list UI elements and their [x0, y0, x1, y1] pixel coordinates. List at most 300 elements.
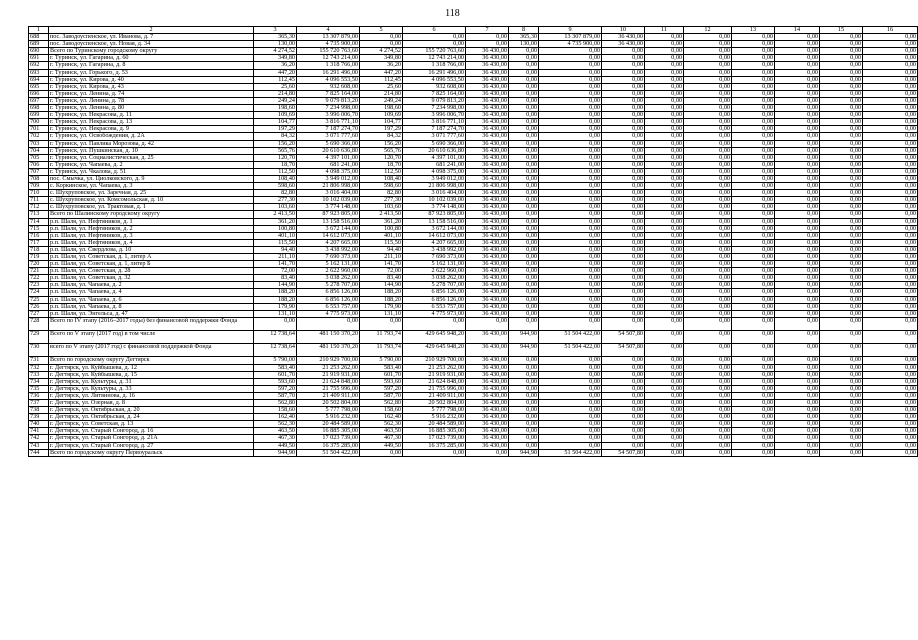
value-cell: 0,00	[645, 69, 684, 76]
value-cell: 0,00	[645, 378, 684, 385]
value-cell: 0,00	[645, 357, 684, 364]
value-cell: 0,00	[602, 261, 645, 268]
header-cell: 12	[684, 27, 732, 34]
value-cell: 0,00	[820, 357, 863, 364]
value-cell: 130,00	[254, 41, 297, 48]
value-cell: 0,00	[509, 442, 539, 449]
value-cell: 0,00	[539, 246, 602, 253]
value-cell: 0,00	[539, 310, 602, 317]
value-cell: 0,00	[684, 282, 732, 289]
value-cell: 0,00	[602, 83, 645, 90]
value-cell: 0,00	[509, 371, 539, 378]
value-cell: 0,00	[863, 112, 918, 119]
value-cell: 1 318 766,00	[297, 62, 360, 69]
value-cell: 0,00	[684, 310, 732, 317]
value-cell: 0,00	[509, 48, 539, 55]
value-cell: 21 806 998,00	[403, 183, 466, 190]
value-cell: 0,00	[732, 90, 775, 97]
address-cell: с. Коркинское, ул. Чапаева, д. 3	[49, 183, 254, 190]
value-cell: 0,00	[509, 126, 539, 133]
value-cell: 0,00	[509, 392, 539, 399]
table-row	[29, 449, 918, 456]
value-cell: 9 079 813,20	[297, 97, 360, 104]
value-cell: 0,00	[863, 428, 918, 435]
value-cell: 51 504 422,00	[297, 449, 360, 456]
value-cell: 0,00	[684, 175, 732, 182]
value-cell: 681 241,00	[297, 161, 360, 168]
value-cell: 593,60	[360, 378, 403, 385]
value-cell: 0,00	[775, 232, 820, 239]
address-cell: г. Дегтярск, ул. Куйбышева, д. 15	[49, 371, 254, 378]
value-cell: 4 775 973,00	[297, 310, 360, 317]
value-cell: 0,00	[732, 407, 775, 414]
table-row	[29, 197, 918, 204]
value-cell: 0,00	[775, 55, 820, 62]
value-cell: 0,00	[602, 317, 645, 330]
address-cell: всего по V этапу (2017 год) с финансовой поддержкой Фонда	[49, 344, 254, 357]
address-cell: г. Туринск, ул. Кирова, д. 40	[49, 76, 254, 83]
value-cell: 0,00	[820, 435, 863, 442]
value-cell: 249,24	[254, 97, 297, 104]
table-row	[29, 76, 918, 83]
value-cell: 0,00	[863, 34, 918, 41]
address-cell: г. Туринск, ул. Павлика Морозова, д. 42	[49, 140, 254, 147]
value-cell: 25,60	[360, 83, 403, 90]
value-cell: 4 207 665,00	[297, 239, 360, 246]
table-row	[29, 69, 918, 76]
value-cell: 0,00	[645, 303, 684, 310]
address-cell: р.п. Шаля, ул. Нефтяников, д. 3	[49, 232, 254, 239]
value-cell: 0,00	[645, 449, 684, 456]
value-cell: 0,00	[602, 275, 645, 282]
value-cell: 0,00	[645, 407, 684, 414]
value-cell: 0,00	[684, 275, 732, 282]
value-cell: 0,00	[645, 41, 684, 48]
value-cell: 0,00	[539, 76, 602, 83]
value-cell: 0,00	[645, 147, 684, 154]
value-cell: 120,70	[360, 154, 403, 161]
value-cell: 449,50	[360, 442, 403, 449]
value-cell: 0,00	[732, 140, 775, 147]
value-cell: 7 825 164,00	[297, 90, 360, 97]
value-cell: 0,00	[602, 246, 645, 253]
value-cell: 0,00	[775, 90, 820, 97]
value-cell: 0,00	[820, 239, 863, 246]
value-cell: 0,00	[863, 407, 918, 414]
value-cell: 20 484 589,00	[403, 421, 466, 428]
value-cell: 0,00	[645, 310, 684, 317]
value-cell: 0,00	[684, 449, 732, 456]
value-cell: 108,40	[254, 175, 297, 182]
value-cell: 0,00	[732, 204, 775, 211]
value-cell: 6 553 757,00	[403, 303, 466, 310]
address-cell: Всего по городскому округу Дегтярск	[49, 357, 254, 364]
table-row	[29, 261, 918, 268]
value-cell: 0,00	[863, 147, 918, 154]
value-cell: 4 735 900,00	[539, 41, 602, 48]
value-cell: 0,00	[863, 289, 918, 296]
value-cell: 447,20	[360, 69, 403, 76]
value-cell: 36 430,00	[466, 225, 509, 232]
value-cell: 36 430,00	[466, 254, 509, 261]
value-cell: 0,00	[775, 317, 820, 330]
value-cell: 0,00	[820, 399, 863, 406]
address-cell: г. Туринск, ул. Социалистическая, д. 25	[49, 154, 254, 161]
value-cell: 0,00	[539, 296, 602, 303]
value-cell: 36 430,00	[466, 282, 509, 289]
value-cell: 0,00	[863, 119, 918, 126]
value-cell: 21 919 931,00	[297, 371, 360, 378]
value-cell: 13 158 516,00	[297, 218, 360, 225]
value-cell: 0,00	[863, 421, 918, 428]
value-cell: 0,00	[863, 190, 918, 197]
value-cell: 0,00	[775, 268, 820, 275]
value-cell: 115,50	[360, 239, 403, 246]
row-number-cell: 693	[29, 69, 49, 76]
row-number-cell: 717	[29, 239, 49, 246]
value-cell: 249,24	[360, 97, 403, 104]
value-cell: 0,00	[732, 55, 775, 62]
value-cell: 0,00	[645, 83, 684, 90]
value-cell: 2 413,50	[254, 211, 297, 218]
value-cell: 87 923 805,00	[403, 211, 466, 218]
value-cell: 179,90	[360, 303, 403, 310]
value-cell: 6 856 126,00	[403, 296, 466, 303]
value-cell: 3 949 012,00	[297, 175, 360, 182]
value-cell: 944,90	[509, 344, 539, 357]
value-cell: 0,00	[820, 97, 863, 104]
value-cell: 0,00	[602, 126, 645, 133]
value-cell: 481 150 370,20	[297, 344, 360, 357]
value-cell: 598,60	[254, 183, 297, 190]
value-cell: 0,00	[509, 317, 539, 330]
address-cell: г. Дегтярск, ул. Октябрьская, д. 20	[49, 407, 254, 414]
value-cell: 0,00	[684, 204, 732, 211]
row-number-cell: 720	[29, 261, 49, 268]
value-cell: 0,00	[775, 147, 820, 154]
value-cell: 0,00	[820, 449, 863, 456]
value-cell: 4 274,52	[360, 48, 403, 55]
value-cell: 0,00	[732, 317, 775, 330]
value-cell: 0,00	[775, 48, 820, 55]
value-cell: 36 430,00	[466, 246, 509, 253]
value-cell: 4 096 553,50	[403, 76, 466, 83]
value-cell: 0,00	[602, 442, 645, 449]
address-cell: г. Туринск, ул. Пушкинская, д. 10	[49, 147, 254, 154]
value-cell: 0,00	[820, 246, 863, 253]
value-cell: 0,00	[820, 119, 863, 126]
value-cell: 21 253 262,00	[297, 364, 360, 371]
value-cell: 463,50	[254, 428, 297, 435]
address-cell: р.п. Шаля, ул. Нефтяников, д. 2	[49, 225, 254, 232]
value-cell: 0,00	[509, 282, 539, 289]
value-cell: 2 622 960,00	[403, 268, 466, 275]
value-cell: 0,00	[732, 62, 775, 69]
value-cell: 158,60	[254, 407, 297, 414]
value-cell: 429 645 948,20	[403, 344, 466, 357]
value-cell: 598,60	[360, 183, 403, 190]
value-cell: 0,00	[684, 442, 732, 449]
value-cell: 0,00	[539, 275, 602, 282]
address-cell: р.п. Шаля, ул. Чапаева, д. 2	[49, 282, 254, 289]
row-number-cell: 732	[29, 364, 49, 371]
value-cell: 0,00	[863, 254, 918, 261]
value-cell: 0,00	[509, 90, 539, 97]
value-cell: 0,00	[820, 105, 863, 112]
address-cell: пос. Смычка, ул. Циолковского, д. 9	[49, 175, 254, 182]
value-cell: 0,00	[602, 62, 645, 69]
address-cell: г. Туринск, ул. Освобождения, д. 2А	[49, 133, 254, 140]
value-cell: 429 645 948,20	[403, 331, 466, 344]
value-cell: 0,00	[732, 289, 775, 296]
value-cell: 583,40	[360, 364, 403, 371]
value-cell: 0,00	[732, 282, 775, 289]
value-cell: 0,00	[509, 254, 539, 261]
value-cell: 0,00	[684, 112, 732, 119]
value-cell: 0,00	[539, 55, 602, 62]
value-cell: 36 430,00	[466, 421, 509, 428]
value-cell: 0,00	[403, 317, 466, 330]
header-cell: 8	[509, 27, 539, 34]
table-row	[29, 41, 918, 48]
value-cell: 0,00	[539, 147, 602, 154]
value-cell: 4 096 553,50	[297, 76, 360, 83]
value-cell: 188,20	[254, 289, 297, 296]
row-number-cell: 699	[29, 112, 49, 119]
value-cell: 0,00	[863, 378, 918, 385]
value-cell: 100,80	[360, 225, 403, 232]
value-cell: 944,90	[254, 449, 297, 456]
value-cell: 13 307 879,00	[297, 34, 360, 41]
value-cell: 0,00	[863, 175, 918, 182]
address-cell: р.п. Шаля, ул. Советская, д. 28	[49, 268, 254, 275]
value-cell: 6 856 126,00	[297, 289, 360, 296]
value-cell: 601,70	[254, 371, 297, 378]
value-cell: 0,00	[775, 357, 820, 364]
value-cell: 0,00	[775, 385, 820, 392]
header-cell: 10	[602, 27, 645, 34]
row-number-cell: 728	[29, 317, 49, 330]
value-cell: 144,90	[360, 282, 403, 289]
value-cell: 0,00	[509, 225, 539, 232]
value-cell: 0,00	[820, 34, 863, 41]
value-cell: 0,00	[684, 48, 732, 55]
value-cell: 14 612 073,00	[403, 232, 466, 239]
value-cell: 3 071 777,60	[403, 133, 466, 140]
value-cell: 36 430,00	[466, 239, 509, 246]
value-cell: 36 430,00	[466, 133, 509, 140]
value-cell: 100,80	[254, 225, 297, 232]
value-cell: 0,00	[684, 90, 732, 97]
table-row	[29, 175, 918, 182]
row-number-cell: 706	[29, 161, 49, 168]
value-cell: 0,00	[602, 421, 645, 428]
value-cell: 0,00	[732, 364, 775, 371]
value-cell: 0,00	[820, 140, 863, 147]
row-number-cell: 688	[29, 34, 49, 41]
value-cell: 0,00	[863, 83, 918, 90]
header-cell: 13	[732, 27, 775, 34]
value-cell: 0,00	[863, 261, 918, 268]
value-cell: 0,00	[775, 97, 820, 104]
value-cell: 0,00	[539, 385, 602, 392]
value-cell: 36 430,00	[466, 126, 509, 133]
value-cell: 141,70	[360, 261, 403, 268]
value-cell: 0,00	[732, 69, 775, 76]
header-cell: 14	[775, 27, 820, 34]
table-row	[29, 34, 918, 41]
value-cell: 82,80	[254, 190, 297, 197]
value-cell: 3 774 148,00	[297, 204, 360, 211]
address-cell: г. Дегтярск, ул. Старый Сонгород, д. 27	[49, 442, 254, 449]
address-cell: р.п. Шаля, ул. Нефтяников, д. 1	[49, 218, 254, 225]
value-cell: 0,00	[645, 254, 684, 261]
value-cell: 0,00	[684, 364, 732, 371]
value-cell: 0,00	[645, 239, 684, 246]
value-cell: 0,00	[684, 289, 732, 296]
row-number-cell: 708	[29, 175, 49, 182]
value-cell: 0,00	[509, 204, 539, 211]
row-number-cell: 714	[29, 218, 49, 225]
value-cell: 0,00	[539, 371, 602, 378]
value-cell: 0,00	[509, 414, 539, 421]
value-cell: 0,00	[539, 392, 602, 399]
value-cell: 36 430,00	[466, 289, 509, 296]
value-cell: 0,00	[863, 442, 918, 449]
header-cell: 7	[466, 27, 509, 34]
value-cell: 0,00	[684, 246, 732, 253]
table-row	[29, 407, 918, 414]
value-cell: 0,00	[539, 225, 602, 232]
row-number-cell: 692	[29, 62, 49, 69]
table-row	[29, 296, 918, 303]
value-cell: 36 430,00	[466, 344, 509, 357]
value-cell: 0,00	[684, 147, 732, 154]
value-cell: 0,00	[732, 449, 775, 456]
value-cell: 72,00	[360, 268, 403, 275]
value-cell: 0,00	[820, 414, 863, 421]
value-cell: 0,00	[732, 331, 775, 344]
value-cell: 0,00	[732, 112, 775, 119]
value-cell: 0,00	[775, 449, 820, 456]
value-cell: 0,00	[863, 399, 918, 406]
value-cell: 0,00	[775, 175, 820, 182]
value-cell: 0,00	[732, 303, 775, 310]
value-cell: 36 430,00	[466, 371, 509, 378]
value-cell: 5 690 366,00	[297, 140, 360, 147]
value-cell: 0,00	[645, 161, 684, 168]
value-cell: 0,00	[863, 133, 918, 140]
value-cell: 0,00	[602, 385, 645, 392]
value-cell: 5 162 131,00	[297, 261, 360, 268]
value-cell: 94,40	[254, 246, 297, 253]
value-cell: 0,00	[732, 232, 775, 239]
value-cell: 0,00	[602, 90, 645, 97]
value-cell: 0,00	[863, 282, 918, 289]
value-cell: 0,00	[645, 246, 684, 253]
value-cell: 0,00	[602, 371, 645, 378]
table-row	[29, 344, 918, 357]
table-row	[29, 154, 918, 161]
value-cell: 0,00	[775, 168, 820, 175]
value-cell: 109,69	[254, 112, 297, 119]
value-cell: 120,70	[254, 154, 297, 161]
value-cell: 681 241,00	[403, 161, 466, 168]
table-row	[29, 371, 918, 378]
value-cell: 0,00	[775, 428, 820, 435]
value-cell: 0,00	[539, 197, 602, 204]
address-cell: р.п. Шаля, ул. Чапаева, д. 6	[49, 296, 254, 303]
value-cell: 112,45	[360, 76, 403, 83]
value-cell: 0,00	[509, 211, 539, 218]
value-cell: 0,00	[539, 261, 602, 268]
value-cell: 0,00	[775, 289, 820, 296]
table-header-row	[29, 27, 918, 34]
table-row	[29, 55, 918, 62]
row-number-cell: 718	[29, 246, 49, 253]
value-cell: 0,00	[602, 154, 645, 161]
address-cell: г. Туринск, ул. Некрасова, д. 9	[49, 126, 254, 133]
value-cell: 162,40	[254, 414, 297, 421]
value-cell: 0,00	[732, 76, 775, 83]
value-cell: 401,10	[254, 232, 297, 239]
value-cell: 0,00	[775, 442, 820, 449]
value-cell: 16 375 285,00	[297, 442, 360, 449]
value-cell: 0,00	[863, 364, 918, 371]
value-cell: 36 430,00	[466, 112, 509, 119]
value-cell: 0,00	[645, 112, 684, 119]
row-number-cell: 734	[29, 378, 49, 385]
value-cell: 0,00	[820, 69, 863, 76]
value-cell: 0,00	[775, 204, 820, 211]
value-cell: 0,00	[684, 385, 732, 392]
value-cell: 36 430,00	[466, 435, 509, 442]
row-number-cell: 742	[29, 435, 49, 442]
value-cell: 5 916 232,00	[403, 414, 466, 421]
value-cell: 0,00	[775, 364, 820, 371]
value-cell: 2 413,50	[360, 211, 403, 218]
value-cell: 0,00	[684, 126, 732, 133]
value-cell: 944,90	[509, 449, 539, 456]
row-number-cell: 689	[29, 41, 49, 48]
value-cell: 0,00	[684, 317, 732, 330]
value-cell: 83,40	[254, 275, 297, 282]
value-cell: 3 038 262,00	[297, 275, 360, 282]
value-cell: 349,80	[254, 55, 297, 62]
table-row	[29, 254, 918, 261]
value-cell: 0,00	[684, 161, 732, 168]
value-cell: 0,00	[645, 183, 684, 190]
value-cell: 12 738,64	[254, 344, 297, 357]
value-cell: 198,60	[360, 105, 403, 112]
value-cell: 0,00	[732, 442, 775, 449]
value-cell: 0,00	[863, 385, 918, 392]
value-cell: 0,00	[820, 76, 863, 83]
value-cell: 0,00	[602, 254, 645, 261]
value-cell: 0,00	[732, 190, 775, 197]
value-cell: 0,00	[602, 364, 645, 371]
value-cell: 0,00	[684, 218, 732, 225]
value-cell: 0,00	[645, 289, 684, 296]
value-cell: 0,00	[509, 275, 539, 282]
table-row	[29, 147, 918, 154]
value-cell: 0,00	[775, 254, 820, 261]
value-cell: 20 610 636,80	[297, 147, 360, 154]
value-cell: 0,00	[732, 246, 775, 253]
value-cell: 0,00	[509, 428, 539, 435]
header-cell: 2	[49, 27, 254, 34]
value-cell: 0,00	[684, 303, 732, 310]
